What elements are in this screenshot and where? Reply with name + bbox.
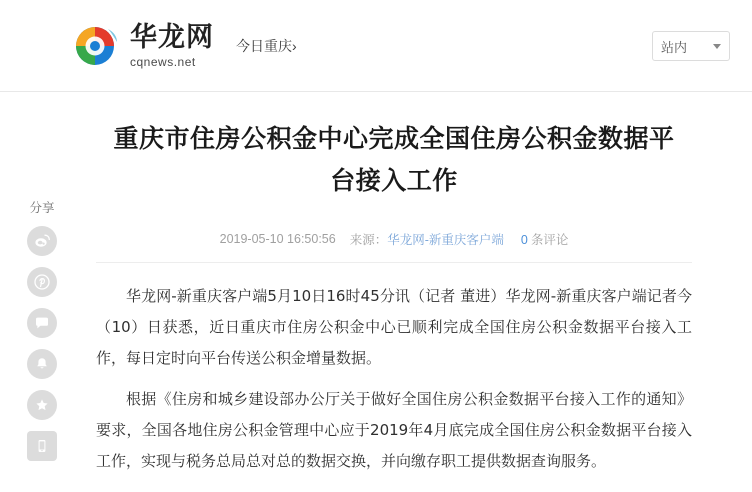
article-body [96,281,692,477]
logo-mark-icon [70,20,122,72]
share-label: 分享 [29,201,55,215]
logo-cn-text: 华龙网 [130,21,214,53]
comment-label: 条评论 [530,233,569,247]
comment-group[interactable] [518,230,568,248]
article-meta [96,230,692,248]
chevron-down-icon [713,44,721,49]
search-scope-label: 站内 [661,39,688,55]
site-header [0,0,752,92]
source-label: 来源： [349,233,388,247]
star-icon[interactable] [27,390,57,420]
article-paragraph: 华龙网-新重庆客户端5月10日16时45分讯（记者 董进）华龙网-新重庆客户端记者今（10）日获悉，近日重庆市住房公积金中心已顺利完成全国住房公积金数据平台接入工作，每日定时向平台传送公积金增量数据。 [96,287,692,367]
share-rail [18,198,66,472]
comment-icon[interactable] [27,308,57,338]
meta-divider [96,262,692,263]
breadcrumb[interactable]: 今日重庆› [236,37,297,54]
search-scope-select[interactable] [652,31,730,61]
mobile-icon[interactable] [27,431,57,461]
pinterest-icon[interactable] [27,267,57,297]
weibo-icon[interactable] [27,226,57,256]
article [0,92,752,477]
bell-icon[interactable] [27,349,57,379]
comment-count: 0 [520,233,528,247]
page-title: 重庆市住房公积金中心完成全国住房公积金数据平台接入工作 [113,124,675,195]
publish-date: 2019-05-10 16:50:56 [219,232,336,246]
logo-text [130,21,214,69]
source-name[interactable]: 华龙网-新重庆客户端 [387,233,504,247]
article-paragraph: 根据《住房和城乡建设部办公厅关于做好全国住房公积金数据平台接入工作的通知》要求，全国各地住房公积金管理中心应于2019年4月底完成全国住房公积金数据平台接入工作，实现与税务总局总对总的数据交换，并向缴存职工提供数据查询服务。 [96,390,692,470]
source-group [350,230,504,248]
site-logo[interactable] [70,20,214,72]
logo-en-text: cqnews.net [130,54,196,69]
